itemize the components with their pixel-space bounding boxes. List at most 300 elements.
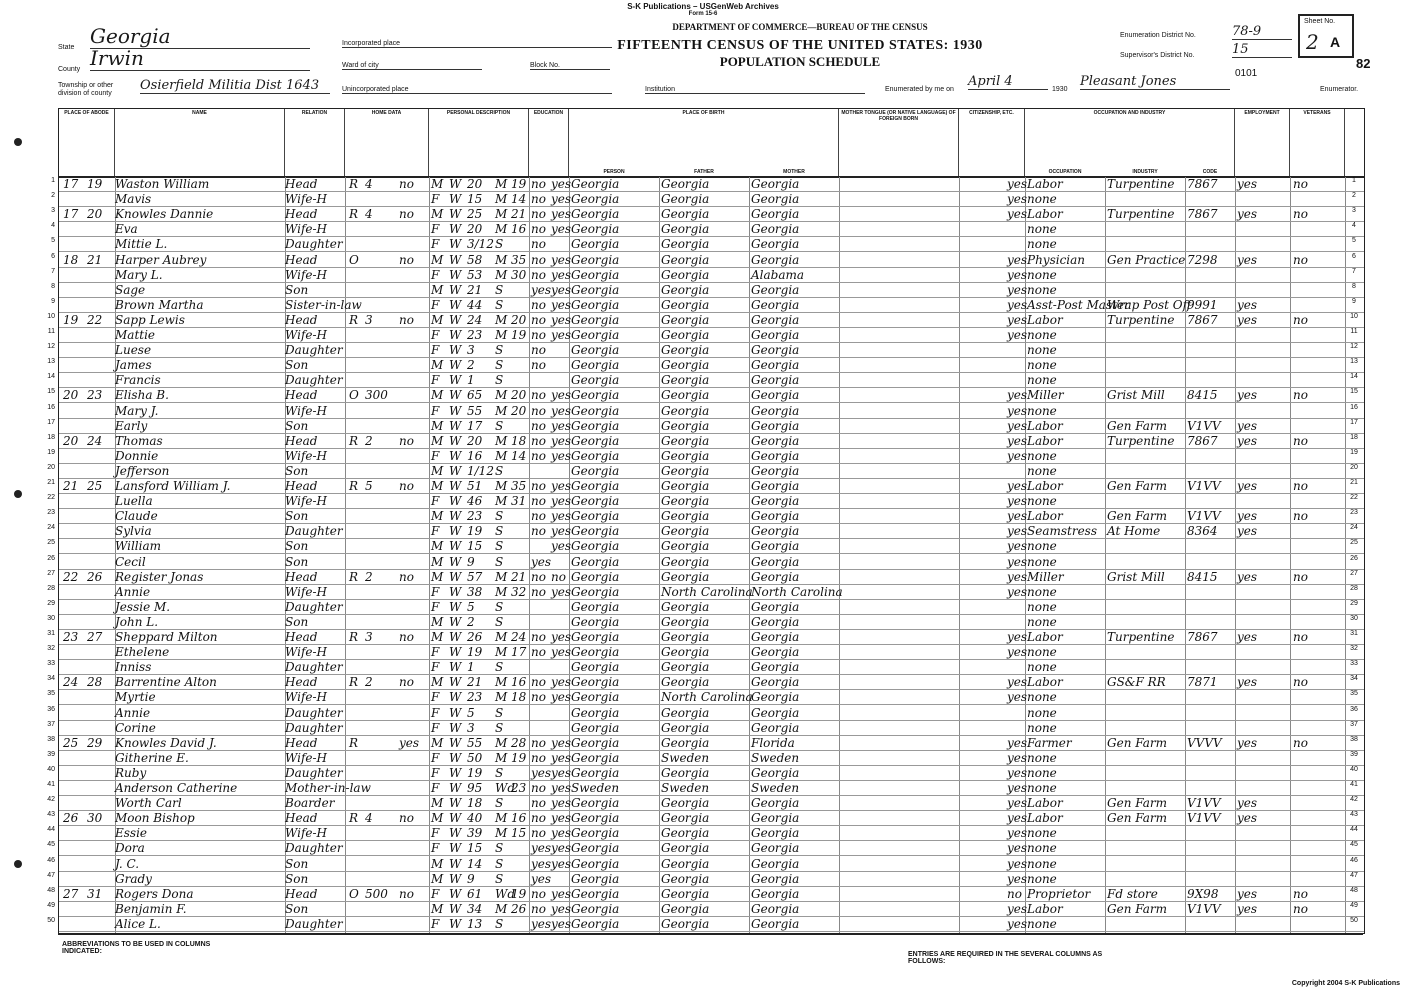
cell-rel: Daughter [285,841,343,856]
cell-mbp: Georgia [751,282,800,297]
cell-sex: F [431,720,440,735]
cell-rel: Daughter [285,343,343,358]
cell-sex: M [431,463,444,478]
occupation-industry-heading: OCCUPATION AND INDUSTRY [1093,110,1166,116]
cell-mbp: Georgia [751,630,800,644]
cell-dw [63,449,85,464]
cell-race: W [449,781,462,795]
cell-fbp: Georgia [661,705,710,720]
cell-val [365,615,395,630]
cell-sch: yes [531,871,552,886]
cell-occ: Labor [1027,630,1063,644]
cell-own [349,857,363,872]
row-number: 33 [47,660,55,668]
cell-mar: M [495,177,508,191]
cell-bp: Georgia [571,630,620,644]
cell-eng: yes [1007,282,1028,297]
cell-radio [399,721,425,736]
cell-amar [511,283,529,298]
cell-fam [87,268,109,283]
cell-ind: Turpentine [1107,312,1175,327]
cell-name: Luese [115,343,152,358]
cell-fam [87,645,109,660]
county-label: County [58,66,81,73]
cell-race: W [449,705,462,720]
cell-sex: F [431,826,440,841]
cell-code [1187,283,1233,298]
cell-bp: Georgia [571,494,620,509]
cell-radio [399,826,425,841]
cell-sex: M [431,630,444,644]
cell-name: Francis [115,373,161,388]
cell-rel: Son [285,856,309,871]
cell-fbp: Georgia [661,192,710,207]
cell-age: 15 [467,192,483,207]
state-value: Georgia [90,24,310,49]
cell-fam [87,585,109,600]
cell-name: Githerine E. [115,750,189,765]
cell-mar: S [495,720,504,735]
cell-vet [1293,192,1343,207]
cell-mbp: North Carolina [751,584,843,599]
cell-radio: no [399,312,414,327]
cell-occ: none [1027,554,1057,569]
cell-lit [551,373,569,388]
cell-fam [87,283,109,298]
cell-mbp: Georgia [751,856,800,871]
row-number: 13 [47,358,55,366]
cell-eng: yes [1007,584,1028,599]
cell-occ: Labor [1027,177,1063,191]
cell-age: 51 [467,479,483,493]
cell-dw: 18 [63,252,79,267]
cell-rel: Son [285,871,309,886]
cell-amar [511,358,529,373]
cell-race: W [449,539,462,554]
cell-sex: F [431,373,440,388]
sheet-no-value: 2 [1306,30,1319,54]
table-row [47,343,1364,358]
cell-age: 25 [467,207,483,222]
supervisors-district-value: 15 [1232,42,1292,58]
cell-occ: none [1027,871,1057,886]
cell-lit [551,358,569,373]
cell-name: Annie [115,584,151,599]
cell-age: 3 [467,343,475,358]
cell-mbp: Georgia [751,509,800,524]
row-number-right: 10 [1350,312,1358,320]
cell-eng: yes [1007,509,1028,524]
row-number-right: 9 [1352,297,1356,305]
cell-sex: M [431,811,444,826]
cell-amar: 30 [511,267,527,282]
row-number: 25 [47,539,55,547]
cell-sch: no [531,343,546,358]
cell-rel: Head [285,886,318,901]
table-row [47,524,1364,539]
cell-occ: Farmer [1027,735,1072,750]
table-row [51,282,1364,298]
abbreviations-heading: ABBREVIATIONS TO BE USED IN COLUMNS INDICATED: [62,941,211,955]
cell-fbp: Georgia [661,297,710,312]
cell-age: 24 [467,312,483,327]
cell-sex: M [431,207,444,222]
cell-val: 2 [365,433,373,448]
cell-occ: none [1027,403,1057,418]
cell-occ: Labor [1027,479,1063,493]
cell-occ: none [1027,448,1057,463]
cell-bp: Georgia [571,720,620,735]
cell-age: 20 [467,177,483,191]
subhead-industry: INDUSTRY [1132,169,1158,175]
row-number-right: 8 [1352,282,1356,290]
cell-ind [1107,917,1185,932]
row-number-right: 20 [1350,463,1358,471]
cell-age: 15 [467,841,483,856]
cell-amar: 21 [511,207,527,222]
cell-sex: M [431,614,444,629]
cell-occ: Miller [1027,569,1064,584]
cell-sch: no [531,690,546,705]
cell-amar: 21 [511,569,527,584]
cell-radio [399,419,425,434]
cell-sch [531,615,549,630]
cell-own: R [349,569,359,584]
cell-name: Ruby [115,765,147,780]
cell-lit: yes [551,826,572,841]
cell-occ: none [1027,826,1057,841]
cell-fbp: Georgia [661,418,710,433]
cell-fbp: Georgia [661,267,710,282]
table-row [47,796,1364,811]
cell-mbp: Georgia [751,358,800,373]
cell-vet [1293,237,1343,252]
cell-bp: Georgia [571,735,620,750]
cell-fam [87,404,109,419]
cell-ind [1107,826,1185,841]
cell-own [349,192,363,207]
cell-radio [399,509,425,524]
cell-name: Grady [115,871,152,886]
cell-name: Harper Aubrey [115,252,207,267]
cell-mbp: Sweden [751,781,800,795]
row-number: 46 [47,856,55,864]
cell-sex: F [431,765,440,780]
cell-vet [1293,539,1343,554]
cell-eng: yes [1007,554,1028,569]
cell-age: 26 [467,630,483,644]
cell-rel: Head [285,252,318,267]
cell-code: 7871 [1187,675,1218,690]
cell-name: John L. [115,614,159,629]
cell-mbp: Georgia [751,237,800,252]
cell-lit [551,721,569,736]
cell-fam [87,826,109,841]
table-row [47,448,1364,464]
row-number-right: 35 [1350,690,1358,698]
cell-sch: no [531,433,546,448]
unincorporated-place-label: Unincorporated place [342,86,612,94]
cell-mar: S [495,297,504,312]
cell-lit: yes [551,524,572,539]
cell-ind: Gen Farm [1107,811,1168,826]
cell-val [365,826,395,841]
cell-fbp: Georgia [661,614,710,629]
cell-mbp: Georgia [751,312,800,327]
cell-own: R [349,675,359,690]
cell-sex: M [431,509,444,524]
cell-age: 9 [467,871,475,886]
cell-vet [1293,494,1343,509]
cell-vet [1293,796,1343,811]
row-number: 20 [47,463,55,471]
cell-bp: Georgia [571,886,620,901]
cell-val: 4 [365,811,373,826]
cell-ind: Turpentine [1107,207,1175,222]
table-row [47,463,1364,479]
cell-mbp: Georgia [751,433,800,448]
cell-bp: Georgia [571,177,620,191]
cell-mbp: Georgia [751,297,800,312]
cell-val: 2 [365,675,373,690]
cell-lit: yes [551,901,572,916]
cell-mar: M [495,901,508,916]
cell-own [349,509,363,524]
cell-lit [551,464,569,479]
cell-fam [87,751,109,766]
cell-sex: M [431,796,444,811]
cell-vet: no [1293,433,1308,448]
cell-race: W [449,433,462,448]
cell-age: 1 [467,373,475,388]
cell-bp: Georgia [571,871,620,886]
cell-occ: none [1027,343,1057,358]
cell-mar: S [495,705,504,720]
cell-val [365,781,395,796]
cell-rel: Wife-H [285,192,328,207]
cell-dw [63,766,85,781]
cell-code: V1VV [1187,796,1221,811]
row-number-right: 25 [1350,539,1358,547]
cell-rel: Head [285,207,318,222]
cell-age: 23 [467,328,483,342]
cell-val [365,192,395,207]
cell-mbp: Georgia [751,720,800,735]
cell-fam [87,766,109,781]
cell-ind: Turpentine [1107,433,1175,448]
cell-radio [399,373,425,388]
cell-mar: M [495,433,508,448]
cell-amar [511,298,529,313]
cell-name: Essie [115,826,148,841]
cell-occ: none [1027,765,1057,780]
cell-mar: S [495,796,504,811]
cell-fbp: Georgia [661,826,710,841]
cell-vet [1293,751,1343,766]
table-row [47,418,1364,434]
cell-amar [511,796,529,811]
cell-mar: S [495,282,504,297]
cell-emp [1237,600,1287,615]
cell-radio [399,222,425,237]
cell-val [365,706,395,721]
cell-lit: yes [551,690,572,705]
cell-fam [87,690,109,705]
cell-emp: yes [1237,312,1258,327]
table-row [47,705,1364,721]
enumerator-name: Pleasant Jones [1080,74,1230,90]
cell-lit: yes [551,856,572,871]
cell-radio [399,872,425,887]
cell-rel: Son [285,509,309,524]
cell-emp: yes [1237,735,1258,750]
cell-lit [551,600,569,615]
cell-emp [1237,917,1287,932]
cell-bp: Georgia [571,856,620,871]
cell-lit: yes [551,222,572,237]
cell-mbp: Georgia [751,871,800,886]
cell-race: W [449,267,462,282]
cell-mar: M [495,222,508,237]
cell-occ: none [1027,222,1057,237]
cell-fam [87,721,109,736]
cell-vet [1293,766,1343,781]
row-number-right: 5 [1352,237,1356,245]
cell-emp [1237,585,1287,600]
cell-own [349,237,363,252]
cell-sex: M [431,901,444,916]
cell-age: 19 [467,765,483,780]
cell-lit [551,706,569,721]
cell-vet [1293,826,1343,841]
cell-sex: M [431,569,444,584]
cell-name: Mavis [115,192,152,207]
cell-occ: Miller [1027,388,1064,403]
group-name: NAME [115,109,285,177]
cell-code [1187,539,1233,554]
cell-name: Annie [115,705,151,720]
cell-fam: 27 [87,630,103,644]
row-number-right: 31 [1350,630,1358,637]
cell-name: Myrtie [115,690,156,705]
cell-val: 300 [365,388,388,403]
row-number: 22 [47,494,55,502]
cell-fam [87,373,109,388]
cell-occ: none [1027,705,1057,720]
incorporated-place-label: Incorporated place [342,40,612,48]
cell-sch: no [531,494,546,509]
cell-ind: Gen Farm [1107,796,1168,811]
cell-name: Brown Martha [115,297,204,312]
table-row [47,614,1364,630]
cell-age: 15 [467,539,483,554]
cell-sch: no [531,735,546,750]
cell-code [1187,494,1233,509]
cell-dw [63,328,85,343]
cell-rel: Daughter [285,660,343,675]
table-row [47,765,1364,781]
cell-ind: Gen Farm [1107,735,1168,750]
table-row [47,403,1364,419]
cell-val [365,524,395,539]
row-number-right: 28 [1350,584,1358,592]
cell-name: Barrentine Alton [115,675,217,690]
table-row [47,675,1364,690]
cell-mar: M [495,192,508,207]
row-number-right: 6 [1352,252,1356,260]
table-row [47,690,1364,705]
block-label: Block No. [530,62,610,70]
cell-fbp: Georgia [661,599,710,614]
cell-race: W [449,614,462,629]
cell-ind [1107,841,1185,856]
cell-sch [531,600,549,615]
cell-ind [1107,449,1185,464]
cell-race: W [449,886,462,901]
row-number-right: 21 [1350,479,1358,486]
cell-race: W [449,479,462,493]
cell-fam [87,237,109,252]
cell-age: 3 [467,720,475,735]
cell-own: R [349,312,359,327]
cell-vet [1293,328,1343,343]
cell-rel: Head [285,388,318,403]
cell-code: 8364 [1187,524,1218,539]
state-label: State [58,44,75,51]
cell-fbp: Georgia [661,282,710,297]
cell-amar: 14 [511,448,527,463]
cell-code: V1VV [1187,811,1221,826]
cell-occ: Labor [1027,207,1063,222]
cell-val [365,796,395,811]
cell-val [365,841,395,856]
cell-bp: Georgia [571,750,620,765]
cell-ind [1107,494,1185,509]
cell-sch: no [531,750,546,765]
table-row [47,720,1364,736]
cell-ind [1107,766,1185,781]
cell-mar: S [495,599,504,614]
cell-emp [1237,721,1287,736]
group-place-of-birth [569,109,839,177]
cell-radio: no [399,675,414,690]
place-of-birth-heading: PLACE OF BIRTH [682,110,725,116]
row-number: 21 [47,479,55,486]
archive-header: S-K Publications – USGenWeb Archives [627,2,779,11]
cell-fam [87,449,109,464]
cell-age: 1/12 [467,463,494,478]
row-number-right: 36 [1350,705,1358,713]
row-number-right: 49 [1350,901,1358,909]
cell-ind [1107,585,1185,600]
cell-race: W [449,569,462,584]
cell-code [1187,781,1233,796]
table-row [47,312,1364,328]
cell-own [349,766,363,781]
cell-mbp: Georgia [751,479,800,493]
cell-sch: no [531,448,546,463]
cell-eng: yes [1007,177,1028,191]
cell-eng: yes [1007,841,1028,856]
cell-fbp: Georgia [661,630,710,644]
cell-occ: Labor [1027,901,1063,916]
cell-vet [1293,857,1343,872]
cell-name: Anderson Catherine [115,781,238,795]
cell-fbp: Georgia [661,660,710,675]
cell-mar: M [495,448,508,463]
table-row [47,826,1364,841]
cell-fam: 24 [87,433,103,448]
